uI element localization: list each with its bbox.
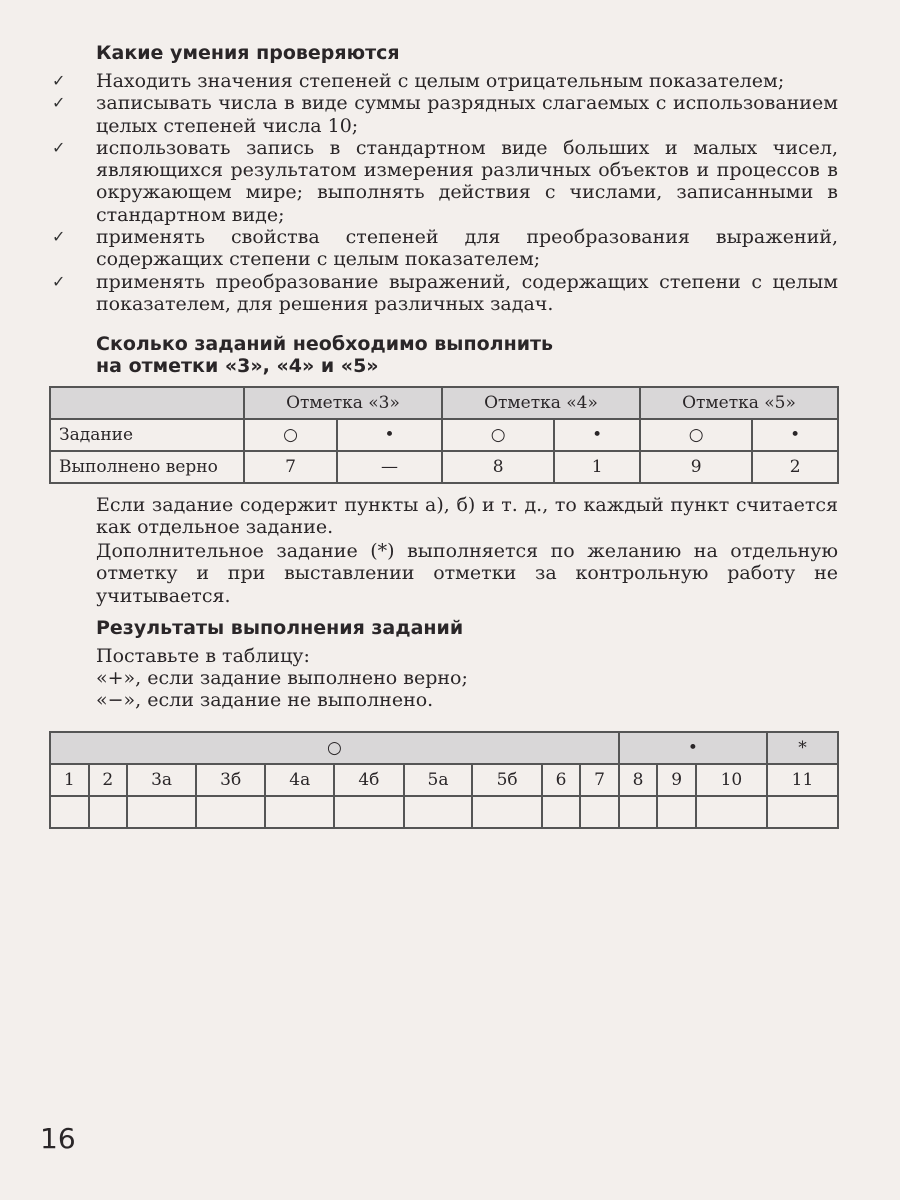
grades-heading-line2: на отметки «3», «4» и «5» bbox=[96, 355, 379, 377]
grades-header-row bbox=[50, 387, 838, 419]
checkmark-icon: ✓ bbox=[52, 71, 66, 90]
task-type-row bbox=[50, 419, 838, 451]
skills-list bbox=[0, 70, 900, 315]
answer-cell[interactable] bbox=[542, 796, 581, 828]
dot-icon: • bbox=[752, 419, 838, 451]
task-number: 5а bbox=[404, 764, 473, 796]
checkmark-icon: ✓ bbox=[52, 271, 66, 291]
done-correct-row bbox=[50, 451, 838, 483]
skill-item: ✓ использовать запись в стандартном виде больших и малых чисел, являющихся результатом измерения различных объектов и процессов в окружающем мире; выполнять действия с числами, записанными в стандартном виде; bbox=[52, 136, 838, 226]
done-label: Выполнено верно bbox=[50, 451, 244, 483]
answer-cell[interactable] bbox=[196, 796, 265, 828]
answer-cell[interactable] bbox=[619, 796, 658, 828]
done-value: 8 bbox=[442, 451, 554, 483]
skill-item: ✓ применять свойства степеней для преобразования выражений, содержащих степени с целым показателем; bbox=[52, 226, 838, 271]
answer-cell[interactable] bbox=[767, 796, 838, 828]
task-number: 8 bbox=[619, 764, 658, 796]
results-heading: Результаты выполнения заданий bbox=[96, 617, 464, 639]
circle-icon: ○ bbox=[640, 419, 752, 451]
results-instruction-2: «+», если задание выполнено верно; bbox=[96, 667, 468, 689]
answer-cell[interactable] bbox=[334, 796, 403, 828]
asterisk-icon: * bbox=[767, 732, 838, 764]
answer-cell[interactable] bbox=[50, 796, 89, 828]
task-number: 4б bbox=[334, 764, 403, 796]
answer-cell[interactable] bbox=[404, 796, 473, 828]
page-number: 16 bbox=[40, 1122, 76, 1155]
task-number: 7 bbox=[580, 764, 619, 796]
done-value: 7 bbox=[244, 451, 337, 483]
skill-item: ✓ применять преобразование выражений, содержащих степени с целым показателем, для решения различных задач. bbox=[52, 270, 838, 315]
task-label: Задание bbox=[50, 419, 244, 451]
answer-cell[interactable] bbox=[472, 796, 541, 828]
results-table bbox=[49, 731, 839, 829]
grade-4-header: Отметка «4» bbox=[442, 387, 640, 419]
skills-heading: Какие умения проверяются bbox=[96, 42, 400, 64]
task-number: 3б bbox=[196, 764, 265, 796]
note-extra-task: Дополнительное задание (*) выполняется по желанию на отдельную отметку и при выставлении отметки за контрольную работу не учитывается. bbox=[96, 540, 838, 607]
done-value: — bbox=[337, 451, 442, 483]
task-number: 10 bbox=[696, 764, 767, 796]
done-value: 9 bbox=[640, 451, 752, 483]
circle-icon: ○ bbox=[50, 732, 619, 764]
answer-cell[interactable] bbox=[265, 796, 334, 828]
done-value: 1 bbox=[554, 451, 640, 483]
checkmark-icon: ✓ bbox=[52, 93, 66, 113]
done-value: 2 bbox=[752, 451, 838, 483]
skill-item: ✓ Находить значения степеней с целым отрицательным показателем; bbox=[52, 70, 785, 92]
task-number: 2 bbox=[89, 764, 128, 796]
checkmark-icon: ✓ bbox=[52, 227, 66, 247]
task-number: 11 bbox=[767, 764, 838, 796]
circle-icon: ○ bbox=[244, 419, 337, 451]
grades-heading-line1: Сколько заданий необходимо выполнить bbox=[96, 333, 554, 355]
note-subitems: Если задание содержит пункты а), б) и т. д., то каждый пункт считается как отдельное задание. bbox=[96, 494, 838, 539]
answer-cell[interactable] bbox=[696, 796, 767, 828]
answer-cell[interactable] bbox=[657, 796, 696, 828]
grade-5-header: Отметка «5» bbox=[640, 387, 838, 419]
circle-icon: ○ bbox=[442, 419, 554, 451]
task-number: 5б bbox=[472, 764, 541, 796]
dot-icon: • bbox=[554, 419, 640, 451]
answer-cell[interactable] bbox=[580, 796, 619, 828]
skill-item: ✓ записывать числа в виде суммы разрядных слагаемых с использованием целых степеней числа 10; bbox=[52, 92, 838, 137]
results-task-row bbox=[50, 764, 838, 796]
results-instruction-3: «−», если задание не выполнено. bbox=[96, 689, 434, 711]
dot-icon: • bbox=[619, 732, 767, 764]
dot-icon: • bbox=[337, 419, 442, 451]
task-number: 4а bbox=[265, 764, 334, 796]
results-answer-row bbox=[50, 796, 838, 828]
grades-table bbox=[49, 386, 839, 484]
task-number: 3а bbox=[127, 764, 196, 796]
task-number: 1 bbox=[50, 764, 89, 796]
grade-3-header: Отметка «3» bbox=[244, 387, 442, 419]
results-group-row bbox=[50, 732, 838, 764]
answer-cell[interactable] bbox=[127, 796, 196, 828]
task-number: 9 bbox=[657, 764, 696, 796]
results-instruction-1: Поставьте в таблицу: bbox=[96, 645, 310, 667]
task-number: 6 bbox=[542, 764, 581, 796]
answer-cell[interactable] bbox=[89, 796, 128, 828]
checkmark-icon: ✓ bbox=[52, 137, 66, 157]
